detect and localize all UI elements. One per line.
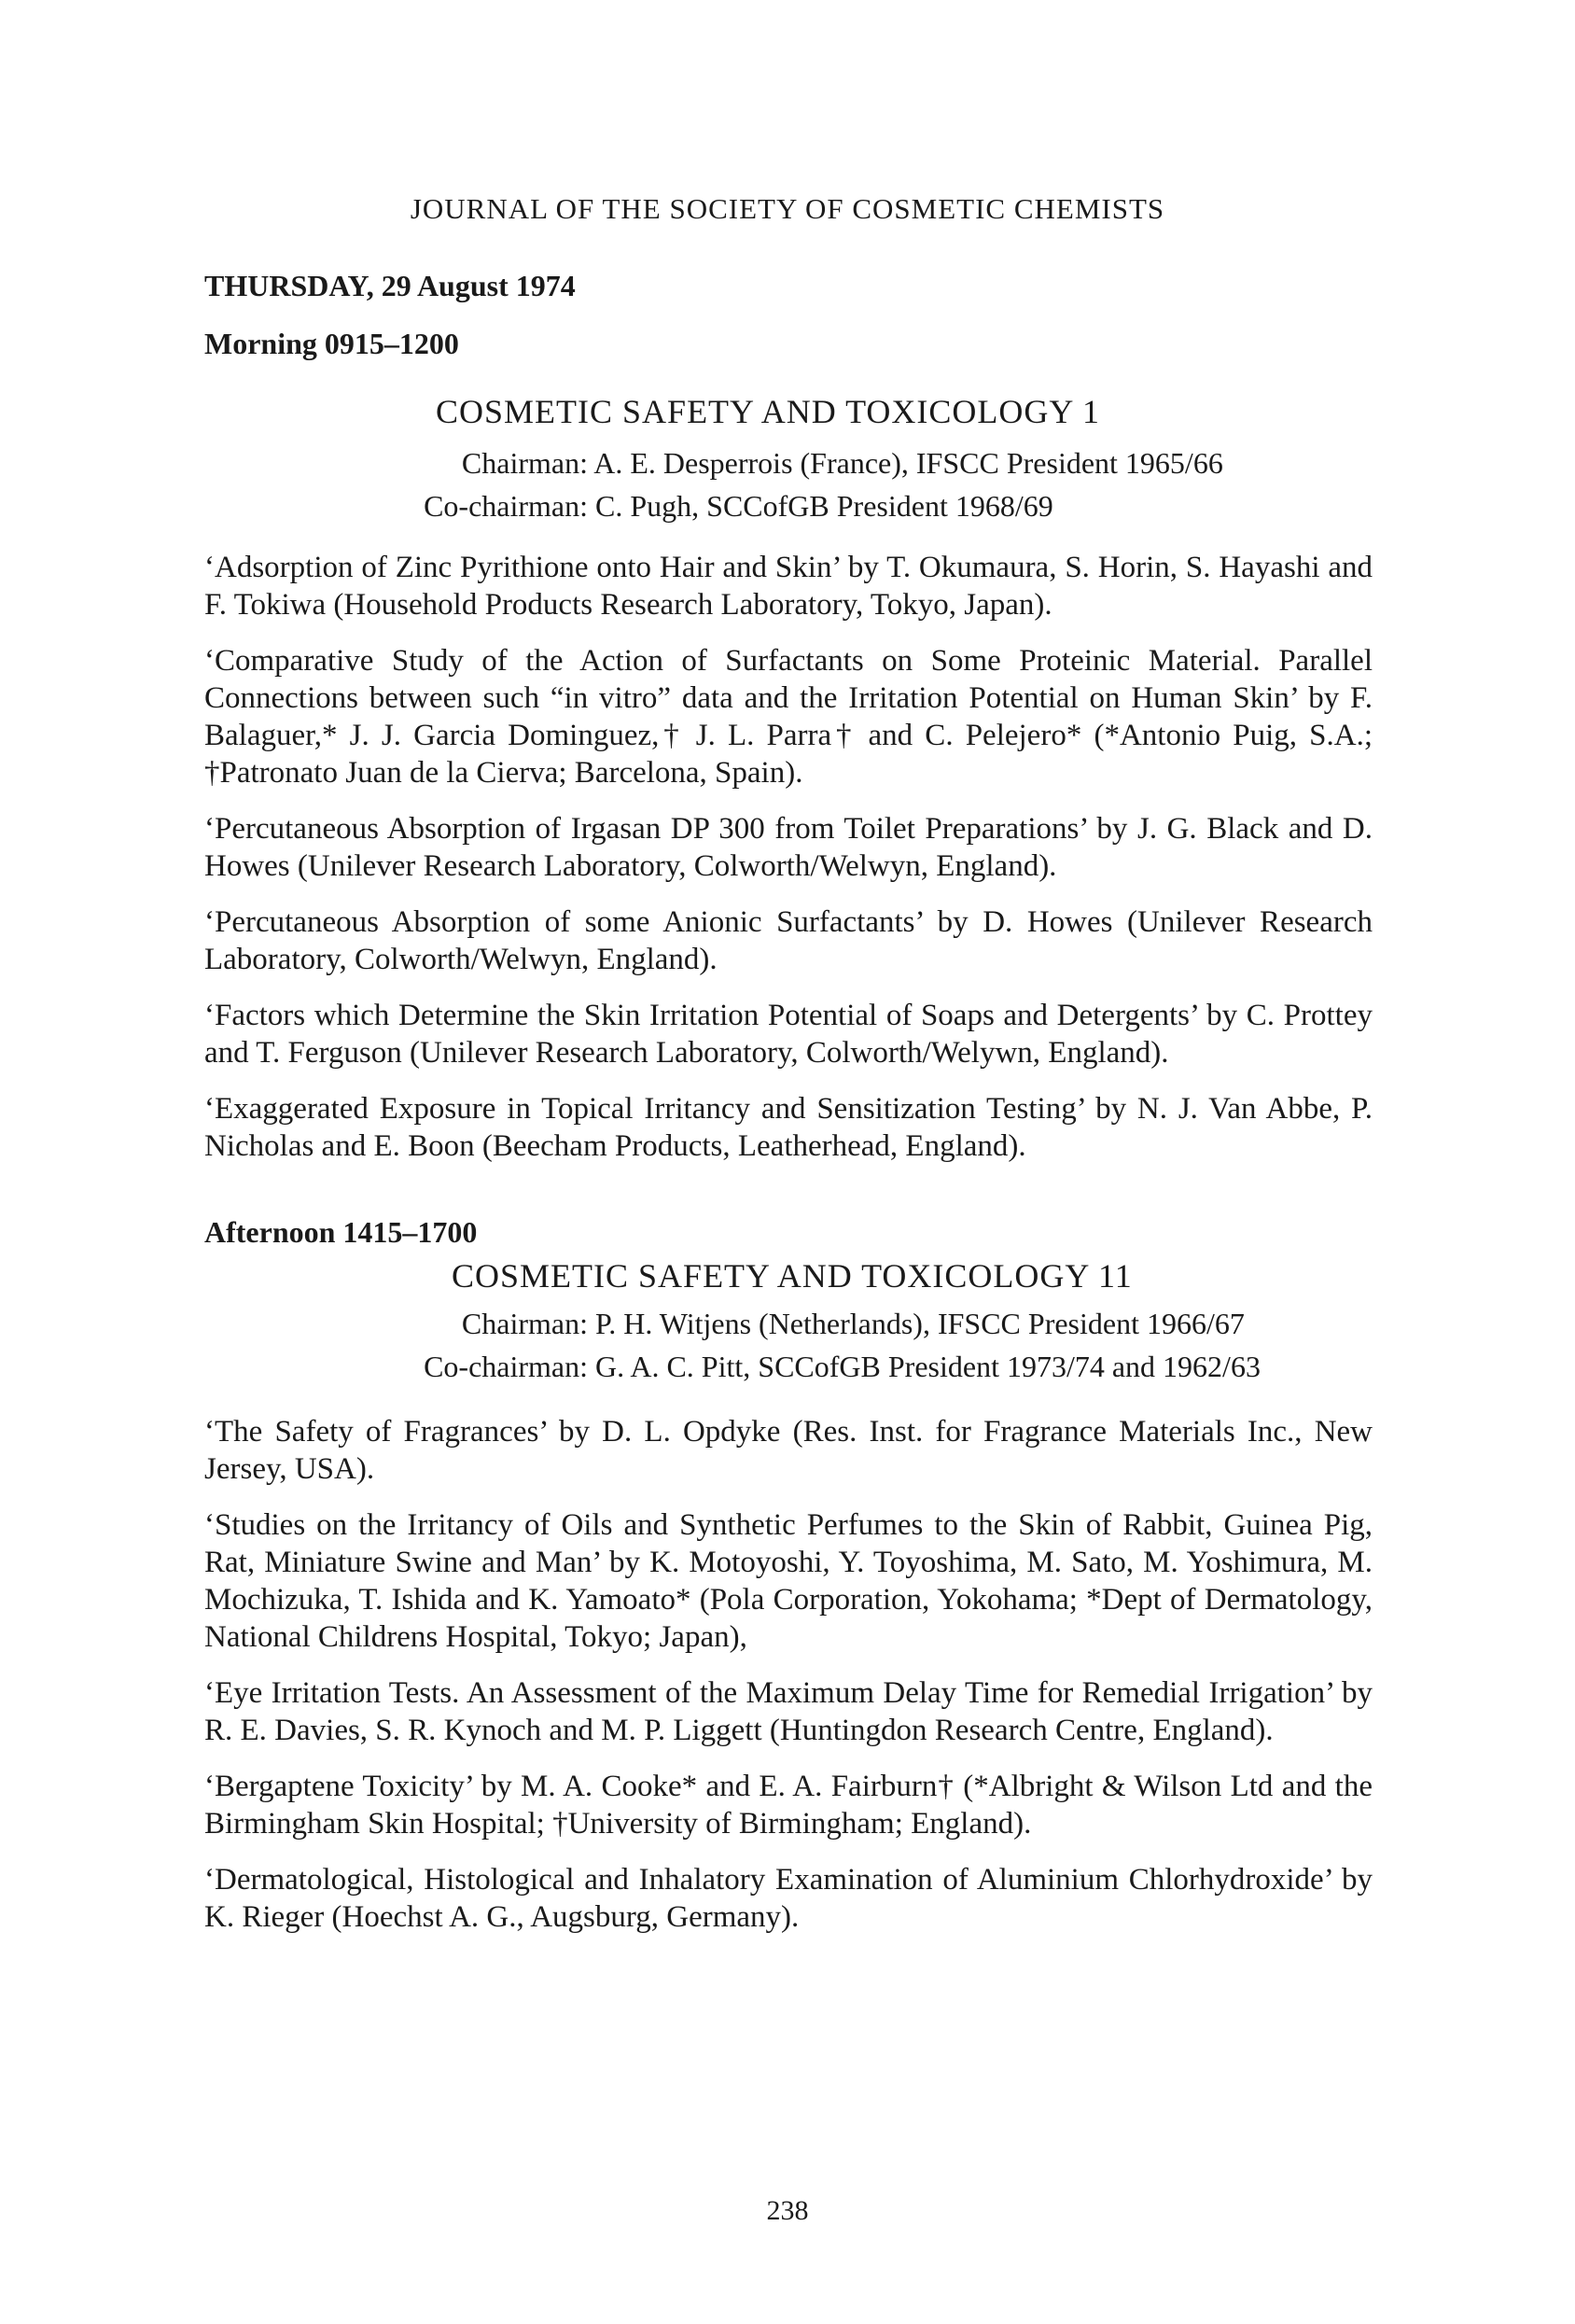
cochairman-name: C. Pugh, SCCofGB President 1968/69 [595,489,1053,523]
paper-entry: ‘Percutaneous Absorption of Irgasan DP 300 from Toilet Preparations’ by J. G. Black and D. Howes (Unilever Research Laboratory, Colworth/Welwyn, England). [204,812,1373,883]
paper-entry: ‘Dermatological, Histological and Inhalatory Examination of Aluminium Chlorhydroxide’ by K. Rieger (Hoechst A. G., Augsburg, Germany). [204,1863,1373,1934]
paper-entry: ‘The Safety of Fragrances’ by D. L. Opdyke (Res. Inst. for Fragrance Materials Inc., New Jersey, USA). [204,1415,1373,1486]
afternoon-paper-list [204,1413,1373,1954]
afternoon-cochairman-row [317,1350,1261,1384]
paper-entry: ‘Adsorption of Zinc Pyrithione onto Hair and Skin’ by T. Okumaura, S. Horin, S. Hayashi and F. Tokiwa (Household Products Research Laboratory, Tokyo, Japan). [204,551,1373,622]
chairman-name: A. E. Desperrois (France), IFSCC President 1965/66 [593,446,1223,480]
paper-entry: ‘Factors which Determine the Skin Irritation Potential of Soaps and Detergents’ by C. Prottey and T. Ferguson (Unilever Research Laboratory, Colworth/Welywn, England). [204,999,1373,1070]
cochairman-label: Co-chairman: [424,489,588,523]
morning-chairman-row [317,446,1223,481]
afternoon-session-title: COSMETIC SAFETY AND TOXICOLOGY 11 [452,1257,1133,1295]
morning-cochairman-row [317,489,1053,524]
journal-header: JOURNAL OF THE SOCIETY OF COSMETIC CHEMISTS [410,192,1165,225]
chairman-label: Chairman: [461,446,588,480]
paper-entry: ‘Bergaptene Toxicity’ by M. A. Cooke* and E. A. Fairburn† (*Albright & Wilson Ltd and the Birmingham Skin Hospital; †University of Birmingham; England). [204,1770,1373,1841]
page-number: 238 [766,2195,809,2226]
cochairman-name: G. A. C. Pitt, SCCofGB President 1973/74 and 1962/63 [595,1350,1261,1383]
afternoon-chairman-row [317,1307,1245,1341]
paper-entry: ‘Percutaneous Absorption of some Anionic Surfactants’ by D. Howes (Unilever Research Laboratory, Colworth/Welwyn, England). [204,905,1373,976]
morning-session-title: COSMETIC SAFETY AND TOXICOLOGY 1 [436,393,1101,430]
paper-entry: ‘Studies on the Irritancy of Oils and Synthetic Perfumes to the Skin of Rabbit, Guinea Pig, Rat, Miniature Swine and Man’ by K. Motoyoshi, Y. Toyoshima, M. Sato, M. Yoshimura, M. Mochizuka, T. Ishida and K. Yamoato* (Pola Corporation, Yokohama; *Dept of Dermatology, National Childrens Hospital, Tokyo; Japan), [204,1508,1373,1654]
cochairman-label: Co-chairman: [424,1350,588,1383]
afternoon-session-time: Afternoon 1415–1700 [204,1215,478,1249]
morning-session-time: Morning 0915–1200 [204,327,459,360]
paper-entry: ‘Eye Irritation Tests. An Assessment of the Maximum Delay Time for Remedial Irrigation’ by R. E. Davies, S. R. Kynoch and M. P. Liggett (Huntingdon Research Centre, England). [204,1676,1373,1747]
paper-entry: ‘Comparative Study of the Action of Surfactants on Some Proteinic Material. Parallel Connections between such “in vitro” data and the Irritation Potential on Human Skin’ by F. Balaguer,* J. J. Garcia Dominguez,† J. L. Parra† and C. Pelejero* (*Antonio Puig, S.A.; †Patronato Juan de la Cierva; Barcelona, Spain). [204,644,1373,790]
day-heading: THURSDAY, 29 August 1974 [204,269,576,302]
paper-entry: ‘Exaggerated Exposure in Topical Irritancy and Sensitization Testing’ by N. J. Van Abbe, P. Nicholas and E. Boon (Beecham Products, Leatherhead, England). [204,1092,1373,1163]
morning-paper-list [204,549,1373,1183]
chairman-label: Chairman: [461,1307,588,1340]
chairman-name: P. H. Witjens (Netherlands), IFSCC President 1966/67 [595,1307,1245,1340]
